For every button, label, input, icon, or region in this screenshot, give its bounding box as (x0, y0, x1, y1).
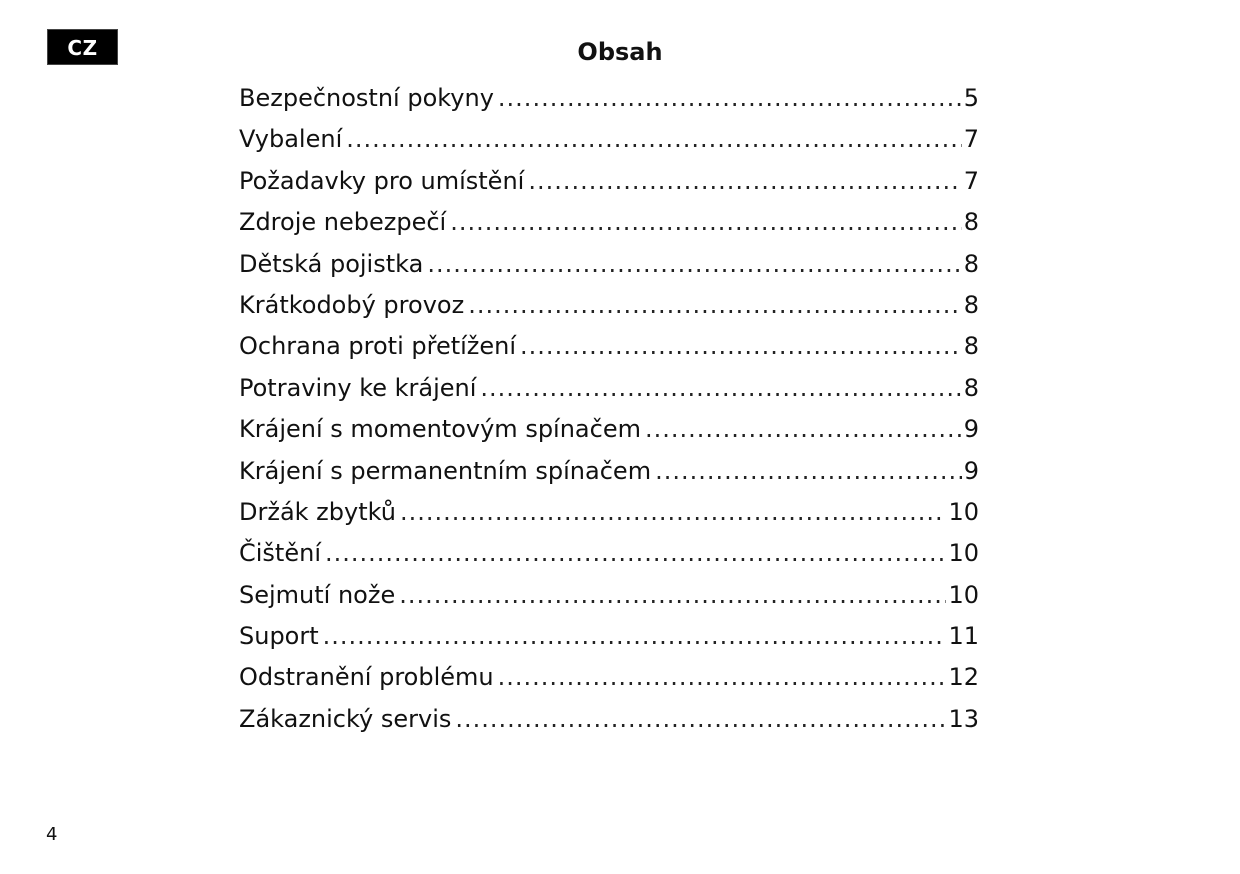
toc-dot-leader (400, 496, 946, 528)
toc-page-number: 10 (948, 497, 979, 526)
toc-dot-leader (480, 372, 961, 404)
toc-page-number: 10 (948, 539, 979, 568)
toc-page-number: 7 (963, 125, 979, 154)
toc-dot-leader (468, 289, 962, 321)
toc-entry-title: Vybalení (239, 125, 343, 154)
toc-entry[interactable] (239, 82, 979, 123)
toc-entry[interactable] (239, 579, 979, 620)
toc-entry-title: Zdroje nebezpečí (239, 208, 447, 237)
toc-entry-title: Dětská pojistka (239, 249, 424, 278)
toc-page-number: 13 (948, 704, 979, 733)
toc-entry[interactable] (239, 413, 979, 454)
toc-entry-title: Krájení s momentovým spínačem (239, 415, 641, 444)
toc-page-number: 8 (963, 332, 979, 361)
toc-entry-title: Odstranění problému (239, 663, 494, 692)
toc-page-number: 9 (963, 456, 979, 485)
toc-page-number: 7 (963, 166, 979, 195)
toc-entry[interactable] (239, 330, 979, 371)
toc-page-number: 8 (963, 373, 979, 402)
toc-entry-title: Krájení s permanentním spínačem (239, 456, 652, 485)
toc-page-number: 8 (963, 290, 979, 319)
page-number: 4 (46, 824, 58, 845)
toc-entry-title: Sejmutí nože (239, 580, 396, 609)
toc-entry-title: Krátkodobý provoz (239, 290, 465, 319)
toc-entry[interactable] (239, 248, 979, 289)
toc-dot-leader (450, 206, 962, 238)
toc-entry-title: Bezpečnostní pokyny (239, 84, 494, 112)
toc-dot-leader (399, 579, 946, 611)
toc-entry[interactable] (239, 620, 979, 661)
toc-page-number: 5 (963, 84, 979, 112)
toc-dot-leader (498, 82, 962, 114)
toc-dot-leader (323, 620, 947, 652)
toc-dot-leader (346, 123, 961, 155)
table-of-contents (239, 82, 979, 744)
toc-entry-title: Potraviny ke krájení (239, 373, 477, 402)
toc-entry[interactable] (239, 537, 979, 578)
toc-page-number: 8 (963, 208, 979, 237)
toc-dot-leader (528, 165, 961, 197)
toc-dot-leader (498, 661, 947, 693)
toc-entry[interactable] (239, 496, 979, 537)
toc-entry[interactable] (239, 661, 979, 702)
toc-dot-leader (325, 537, 946, 569)
toc-page-number: 10 (948, 580, 979, 609)
toc-entry[interactable] (239, 206, 979, 247)
toc-dot-leader (655, 455, 962, 487)
toc-dot-leader (455, 703, 946, 735)
toc-entry[interactable] (239, 455, 979, 496)
language-badge: CZ (47, 29, 118, 65)
toc-entry[interactable] (239, 703, 979, 744)
toc-page-number: 8 (963, 249, 979, 278)
toc-entry[interactable] (239, 123, 979, 164)
toc-dot-leader (645, 413, 962, 445)
toc-dot-leader (520, 330, 962, 362)
toc-entry-title: Čištění (239, 539, 321, 568)
toc-entry[interactable] (239, 289, 979, 330)
toc-page-number: 12 (948, 663, 979, 692)
page-title: Obsah (577, 38, 663, 66)
toc-entry-title: Držák zbytků (239, 497, 396, 526)
toc-entry[interactable] (239, 165, 979, 206)
toc-entry-title: Suport (239, 622, 319, 651)
toc-page-number: 11 (948, 622, 979, 651)
toc-dot-leader (427, 248, 961, 280)
toc-entry[interactable] (239, 372, 979, 413)
toc-page-number: 9 (963, 415, 979, 444)
toc-entry-title: Požadavky pro umístění (239, 166, 525, 195)
toc-entry-title: Zákaznický servis (239, 704, 452, 733)
toc-entry-title: Ochrana proti přetížení (239, 332, 517, 361)
